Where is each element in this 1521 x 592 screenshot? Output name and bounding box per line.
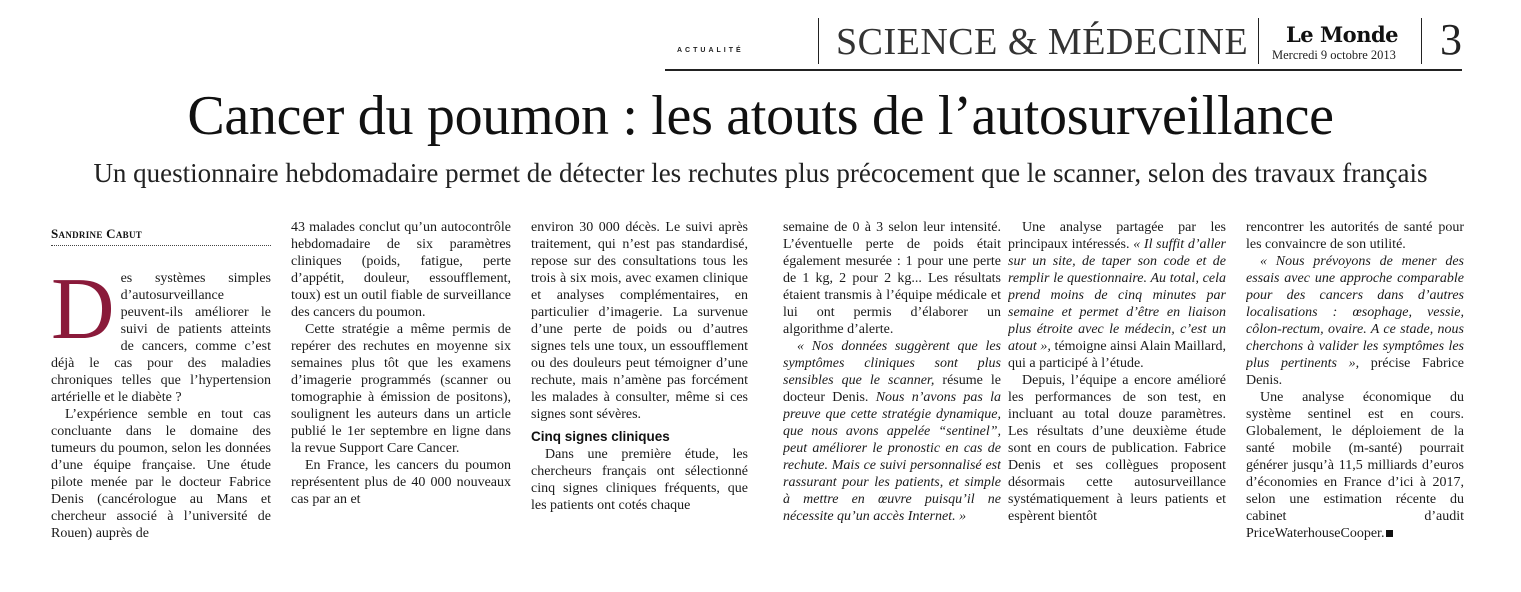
header-divider bbox=[1421, 18, 1422, 64]
article-column-4 bbox=[783, 219, 1001, 569]
paragraph: En France, les cancers du poumon représentent plus de 40 000 nouveaux cas par an et bbox=[291, 458, 511, 507]
header-rule bbox=[665, 69, 1462, 71]
quote: « Il suffit d’aller sur un site, de taper son code et de remplir le questionnaire. Au total, cela prend moins de cinq minutes par semaine et permet d’être en liaison plus étroite avec le médecin, c’est un atout », bbox=[1008, 237, 1226, 354]
paragraph bbox=[1008, 219, 1226, 372]
article-column-6 bbox=[1246, 219, 1464, 569]
paragraph-text: Une analyse économique du système sentinel est en cours. Globalement, le déploiement de la santé mobile (m-santé) pourrait générer jusqu’à 11,5 milliards d’euros d’économies en France d’ici à 2017, selon une estimation récente du cabinet d’audit PriceWaterhouseCooper. bbox=[1246, 390, 1464, 541]
paragraph: 43 malades conclut qu’un autocontrôle hebdomadaire de six paramètres cliniques (poids, fatigue, perte d’appétit, douleur, essoufflement, toux) est un outil fiable de surveillance des cancers du poumon. bbox=[291, 220, 511, 320]
article-column-5 bbox=[1008, 219, 1226, 569]
article-column-2 bbox=[291, 219, 511, 569]
paragraph: Depuis, l’équipe a encore amélioré les performances de son test, en incluant au total douze paramètres. Les résultats d’une deuxième étude sont en cours de publication. Fabrice Denis et ses collègues proposent désormais cette autosurveillance systématiquement à leurs patients et espèrent bientôt bbox=[1008, 373, 1226, 524]
rubric-label: actualité bbox=[677, 44, 744, 55]
quote: « Nos données suggèrent que les symptômes cliniques sont plus sensibles que le scanner, bbox=[783, 339, 1001, 388]
end-of-article-mark bbox=[1386, 530, 1393, 537]
paragraph: semaine de 0 à 3 selon leur intensité. L’éventuelle perte de poids était également mesurée : 1 pour une perte de 1 kg, 2 pour 2 kg... Les résultats étaient transmis à l’équipe médicale et lui ont permis d’élaborer un algorithme d’alerte. bbox=[783, 220, 1001, 337]
article-column-1 bbox=[51, 270, 271, 570]
page-number: 3 bbox=[1440, 15, 1462, 64]
header-divider bbox=[1258, 18, 1259, 64]
paragraph-text: précise Fabrice Denis. bbox=[1246, 356, 1464, 388]
paragraph: L’expérience semble en tout cas concluante dans le domaine des tumeurs du poumon, selon les données d’une équipe française. Une étude pilote menée par le docteur Fabrice Denis (cancérologue au Mans et chercheur associé à l’université de Rouen) auprès de bbox=[51, 407, 271, 541]
paragraph: Cette stratégie a même permis de repérer des rechutes en moyenne six semaines plus tôt que les examens d’imagerie programmés (scanner ou tomographie à émission de positons), soulignent les auteurs dans un article publié le 1er septembre en ligne dans la revue Support Care Cancer. bbox=[291, 322, 511, 456]
drop-cap: D bbox=[51, 270, 115, 358]
paragraph: rencontrer les autorités de santé pour les convaincre de son utilité. bbox=[1246, 220, 1464, 252]
section-subheading: Cinq signes cliniques bbox=[531, 429, 670, 444]
quote: « Nous prévoyons de mener des essais avec une approche comparable pour des cancers dans d’autres localisations : œsophage, vessie, côlon-rectum, ovaire. A ce stade, nous cherchons à valider les symptômes les plus pertinents », bbox=[1246, 254, 1464, 371]
byline-rule bbox=[51, 245, 271, 246]
paragraph-text: Une analyse partagée par les principaux intéressés. bbox=[1008, 220, 1226, 252]
paragraph bbox=[1246, 389, 1464, 542]
paragraph: environ 30 000 décès. Le suivi après traitement, qui n’est pas standardisé, repose sur des consultations tous les trois à six mois, avec examen clinique et analyses complémentaires, en particulier d’imagerie. La survenue d’une perte de poids ou d’autres signes tels une toux, un essoufflement ou des douleurs peut témoigner d’une rechute, mais n’amène pas forcément les malades à consulter, même si ces signes sont sévères. bbox=[531, 220, 748, 422]
header-divider bbox=[818, 18, 819, 64]
article-column-3 bbox=[531, 219, 748, 569]
section-title: SCIENCE & MÉDECINE bbox=[836, 21, 1249, 63]
paragraph bbox=[783, 338, 1001, 525]
paragraph-text: témoigne ainsi Alain Maillard, qui a participé à l’étude. bbox=[1008, 339, 1226, 371]
paragraph: Dans une première étude, les chercheurs français ont sélectionné cinq signes cliniques fréquents, que les patients ont cotés chaque bbox=[531, 447, 748, 513]
issue-date: Mercredi 9 octobre 2013 bbox=[1272, 48, 1396, 62]
newspaper-logo: Le Monde bbox=[1286, 22, 1399, 47]
paragraph: es systèmes simples d’autosurveillance peuvent-ils améliorer le suivi de patients atteints de cancers, comme c’est déjà le cas pour des maladies chroniques telles que l’hypertension artérielle et le diabète ? bbox=[51, 271, 271, 405]
article-subhead: Un questionnaire hebdomadaire permet de détecter les rechutes plus précocement que le scanner, selon des travaux français bbox=[93, 158, 1428, 188]
author-byline: Sandrine Cabut bbox=[51, 226, 143, 241]
paragraph bbox=[1246, 253, 1464, 389]
article-headline: Cancer du poumon : les atouts de l’autosurveillance bbox=[187, 85, 1334, 147]
paragraph-text: résume le docteur Denis. bbox=[783, 373, 1001, 405]
quote: Nous n’avons pas la preuve que cette stratégie dynamique, que nous avons appelée “sentinel”, peut améliorer le pronostic en cas de rechute. Mais ce suivi personnalisé est rassurant pour les patients, et simple à mettre en œuvre puisqu’il ne nécessite qu’un accès Internet. » bbox=[783, 390, 1001, 524]
